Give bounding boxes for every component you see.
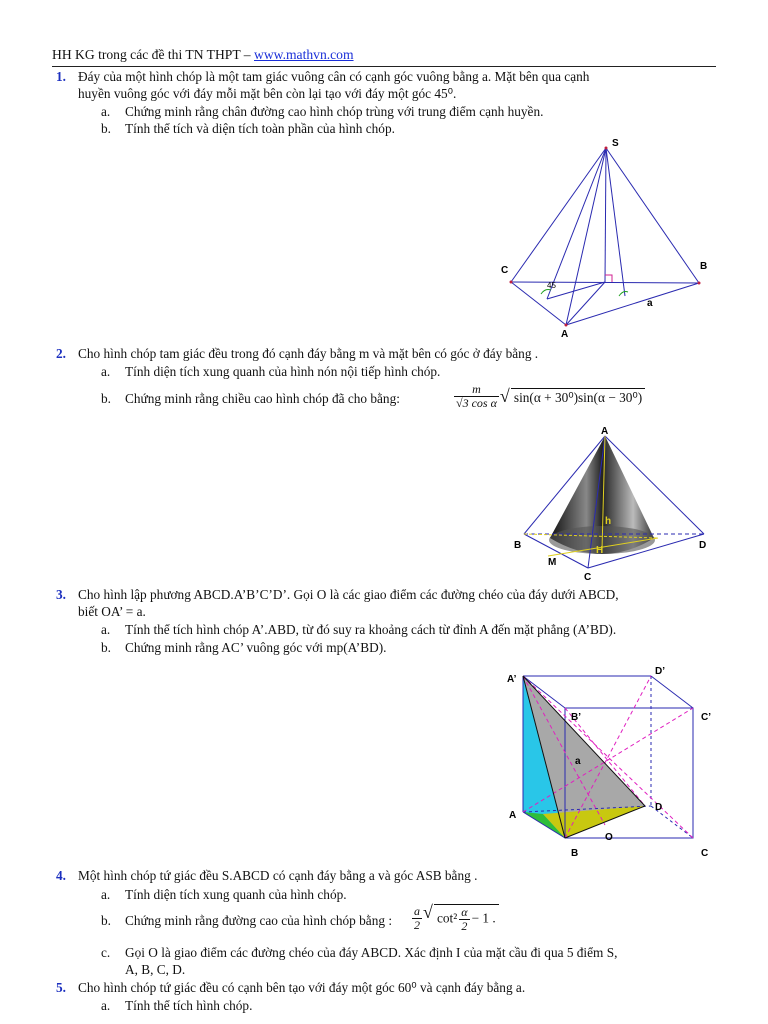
problem-3-text: Cho hình lập phương ABCD.A’B’C’D’. Gọi O là các giao điểm các đường chéo của đáy dưới ABCD, — [78, 587, 619, 602]
formula-4-numerator: a — [414, 904, 420, 918]
page-header — [52, 47, 354, 63]
problem-3a-text: Tính thể tích hình chóp A’.ABD, từ đó suy ra khoảng cách từ đỉnh A đến mặt phẳng (A’BD). — [125, 622, 617, 637]
problem-4-number: 4. — [56, 868, 66, 883]
problem-4b-text: Chứng minh rằng đường cao của hình chóp bằng : — [125, 913, 393, 928]
problem-1-text: Đáy của một hình chóp là một tam giác vuông cân có cạnh góc vuông bằng a. Mặt bên qua cạnh — [78, 69, 590, 84]
cone-label-M: M — [548, 557, 557, 568]
problem-1-pyramid-figure — [495, 136, 720, 341]
problem-3b-label: b. — [101, 640, 111, 655]
formula-4-root-post: − 1 . — [471, 910, 496, 926]
problem-4c-label: c. — [101, 945, 111, 960]
cube-label-C1: C’ — [701, 712, 711, 723]
cube-label-A1: A’ — [507, 674, 517, 685]
problem-1-number: 1. — [56, 69, 66, 84]
label-A: A — [561, 329, 569, 340]
cone-label-B: B — [514, 540, 522, 551]
problem-2b-text: Chứng minh rằng chiều cao hình chóp đã cho bằng: — [125, 391, 400, 406]
cone-label-h: h — [605, 516, 612, 527]
problem-5a-label: a. — [101, 998, 111, 1013]
problem-3a-label: a. — [101, 622, 111, 637]
problem-3-cube-figure — [505, 662, 720, 862]
cube-label-B1: B’ — [571, 712, 581, 723]
problem-5-text: Cho hình chóp tứ giác đều có cạnh bên tạo với đáy một góc 60⁰ và cạnh đáy bằng a. — [78, 980, 526, 995]
problem-1a-text: Chứng minh rằng chân đường cao hình chóp trùng với trung điểm cạnh huyền. — [125, 104, 544, 119]
problem-2a-text: Tính diện tích xung quanh của hình nón nội tiếp hình chóp. — [125, 364, 441, 379]
formula-4-denominator: 2 — [414, 918, 420, 932]
formula-4-root-pre: cot² — [437, 910, 458, 926]
problem-1b-text: Tính thể tích và diện tích toàn phần của hình chóp. — [125, 121, 395, 136]
cone-label-A: A — [601, 426, 609, 437]
label-angle: 45 — [547, 281, 556, 290]
cone-label-D: D — [699, 540, 707, 551]
formula-4-root-numerator: α — [461, 905, 468, 919]
formula-2-numerator: m — [454, 383, 499, 397]
problem-2-text: Cho hình chóp tam giác đều trong đó cạnh đáy bằng m và mặt bên có góc ở đáy bằng . — [78, 346, 539, 361]
problem-4a-text: Tính diện tích xung quanh của hình chóp. — [125, 887, 347, 902]
problem-2-formula — [452, 383, 645, 410]
header-divider — [52, 66, 716, 67]
header-title: HH KG trong các đề thi TN THPT – — [52, 47, 254, 62]
label-S: S — [612, 138, 619, 149]
problem-3b-text: Chứng minh rằng AC’ vuông góc với mp(A’BD). — [125, 640, 387, 655]
problem-1b-label: b. — [101, 121, 111, 136]
cube-label-D1: D’ — [655, 666, 665, 677]
problem-2b-label: b. — [101, 391, 111, 406]
problem-2-cone-figure — [508, 420, 718, 585]
cube-label-a: a — [575, 756, 581, 767]
problem-4a-label: a. — [101, 887, 111, 902]
problem-3-text-2: biết OA’ = a. — [78, 604, 146, 619]
problem-2-number: 2. — [56, 346, 66, 361]
problem-2a-label: a. — [101, 364, 111, 379]
problem-1-text-2: huyền vuông góc với đáy mỗi mặt bên còn lại tạo với đáy một góc 45⁰. — [78, 86, 457, 101]
cone-label-C: C — [584, 572, 592, 583]
problem-4-formula — [410, 904, 499, 933]
problem-5a-text: Tính thể tích hình chóp. — [125, 998, 253, 1013]
cone-label-H: H — [596, 545, 604, 556]
problem-4-text: Một hình chóp tứ giác đều S.ABCD có cạnh đáy bằng a và góc ASB bằng . — [78, 868, 478, 883]
problem-3-number: 3. — [56, 587, 66, 602]
label-B: B — [700, 261, 708, 272]
problem-4c-text: Gọi O là giao điểm các đường chéo của đáy ABCD. Xác định I của mặt cầu đi qua 5 điểm S, — [125, 945, 618, 960]
label-a: a — [647, 298, 653, 309]
header-link[interactable]: www.mathvn.com — [254, 47, 354, 62]
formula-4-root-denominator: 2 — [461, 919, 468, 933]
cube-label-D: D — [655, 802, 663, 813]
cube-label-O: O — [605, 832, 613, 843]
problem-5-number: 5. — [56, 980, 66, 995]
problem-1a-label: a. — [101, 104, 111, 119]
formula-2-root: √ sin(α + 30⁰)sin(α − 30⁰) — [511, 388, 645, 406]
problem-4b-label: b. — [101, 913, 111, 928]
cube-label-C: C — [701, 848, 709, 859]
cube-label-B: B — [571, 848, 579, 859]
cube-label-A: A — [509, 810, 517, 821]
formula-2-denominator: √3 cos α — [456, 396, 497, 410]
label-C: C — [501, 265, 509, 276]
problem-4c-text-2: A, B, C, D. — [125, 962, 186, 977]
